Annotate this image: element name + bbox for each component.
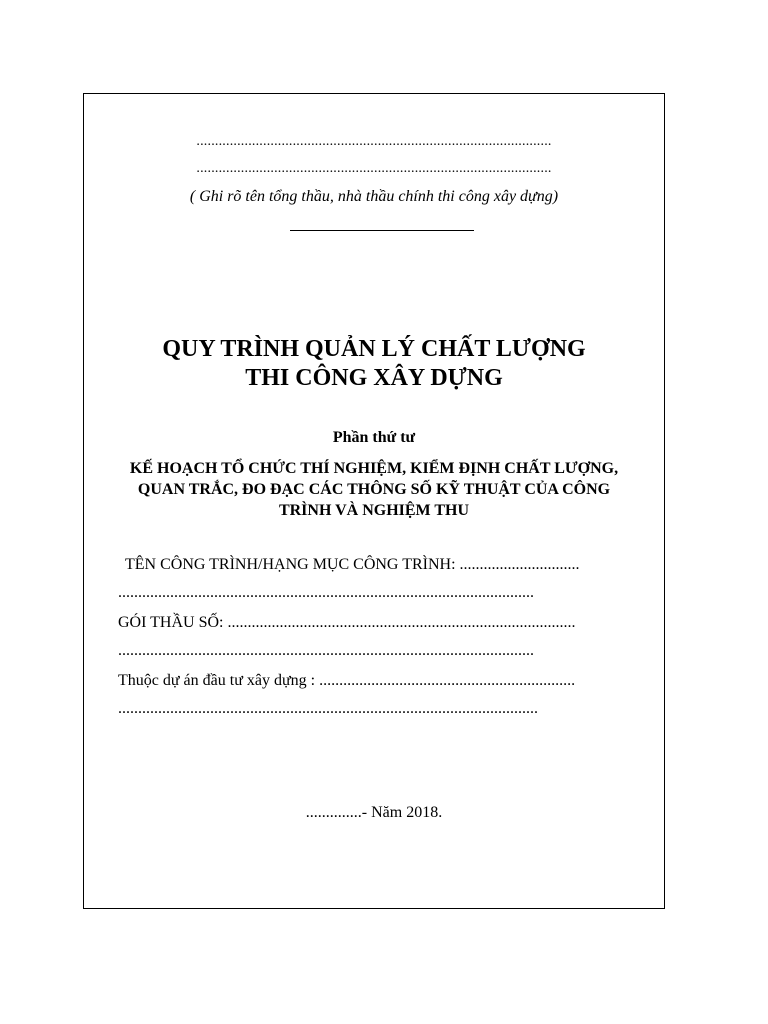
year-line: ..............- Năm 2018. bbox=[305, 804, 443, 821]
document-title-line-2: THI CÔNG XÂY DỰNG bbox=[245, 365, 503, 391]
package-number-continuation: ........................................................................................................ bbox=[118, 642, 534, 659]
package-number-field: GÓI THẦU SỐ: ....................................................................................... bbox=[118, 614, 576, 631]
project-name-field: TÊN CÔNG TRÌNH/HẠNG MỤC CÔNG TRÌNH: .............................. bbox=[125, 556, 580, 573]
contractor-note: ( Ghi rõ tên tổng thầu, nhà thầu chính thi công xây dựng) bbox=[189, 188, 559, 205]
document-title-line-1: QUY TRÌNH QUẢN LÝ CHẤT LƯỢNG bbox=[162, 336, 586, 362]
document-frame bbox=[83, 93, 665, 909]
part-subtitle-line-1: KẾ HOẠCH TỔ CHỨC THÍ NGHIỆM, KIỂM ĐỊNH CHẤT LƯỢNG, bbox=[129, 460, 619, 477]
part-subtitle-line-2: QUAN TRẮC, ĐO ĐẠC CÁC THÔNG SỐ KỸ THUẬT CỦA CÔNG bbox=[137, 481, 611, 498]
project-name-continuation: ........................................................................................................ bbox=[118, 584, 534, 601]
part-subtitle-line-3: TRÌNH VÀ NGHIỆM THU bbox=[278, 502, 470, 519]
contractor-line-2: ................................................................................................ bbox=[196, 161, 552, 176]
contractor-line-1: ................................................................................................ bbox=[196, 134, 552, 149]
part-label: Phần thứ tư bbox=[332, 429, 416, 446]
header-divider bbox=[290, 230, 474, 231]
investment-project-field: Thuộc dự án đầu tư xây dựng : ................................................................ bbox=[118, 672, 576, 689]
investment-project-continuation: ......................................................................................................... bbox=[118, 700, 538, 717]
